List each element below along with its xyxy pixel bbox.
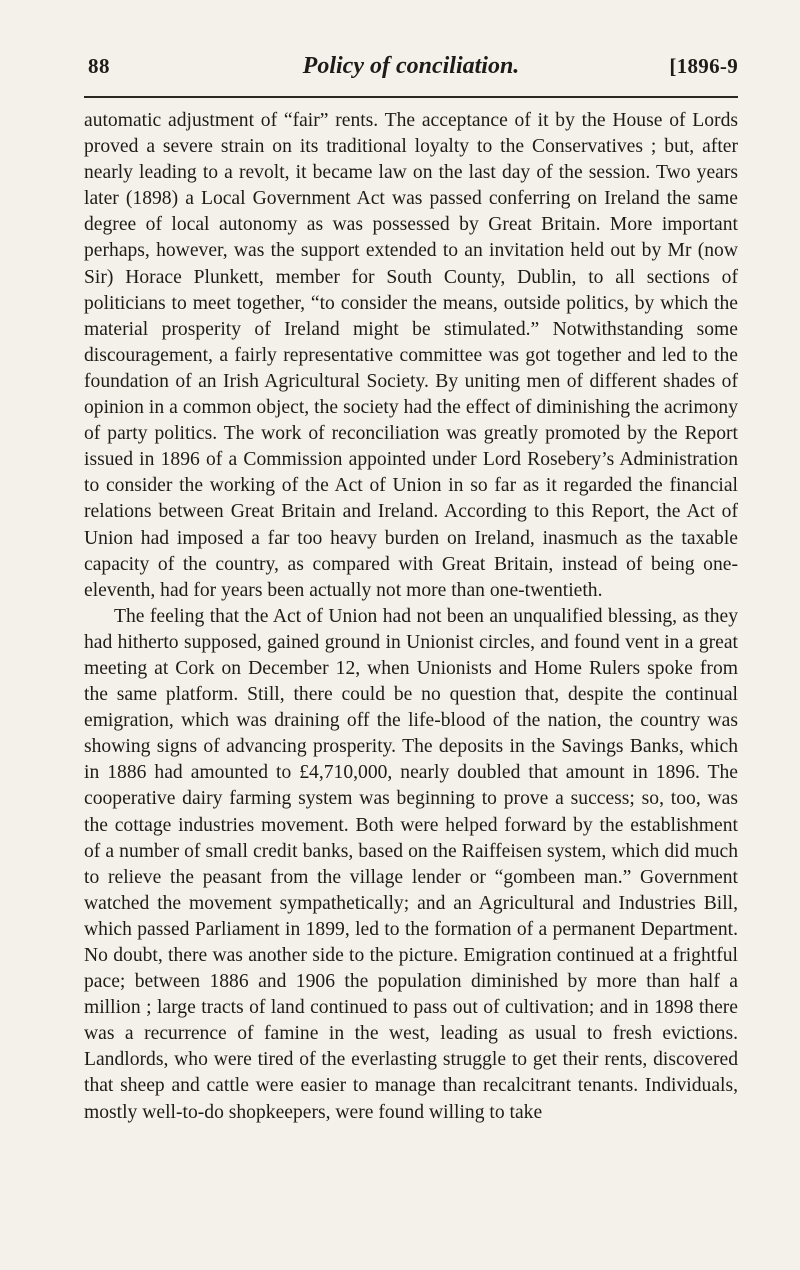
year-range: [1896-9	[669, 54, 738, 78]
paragraph: The feeling that the Act of Union had not been an unqualified blessing, as they had hitherto supposed, gained ground in Unionist circles, and found vent in a great meeting at Cork on December 12, when Unionists and Home Rulers spoke from the same platform. Still, there could be no question that, despite the continual emigration, which was draining off the life-blood of the nation, the country was showing signs of advancing prosperity. The deposits in the Savings Banks, which in 1886 had amounted to £4,710,000, nearly doubled that amount in 1896. The cooperative dairy farming system was beginning to prove a success; so, too, was the cottage industries movement. Both were helped forward by the establishment of a number of small credit banks, based on the Raiffeisen system, which did much to relieve the peasant from the village lender or “gombeen man.” Government watched the movement sympathetically; and an Agricultural and Industries Bill, which passed Parliament in 1899, led to the formation of a permanent Department. No doubt, there was another side to the picture. Emigration continued at a frightful pace; between 1886 and 1906 the population diminished by more than half a million ; large tracts of land continued to pass out of cultivation; and in 1898 there was a recurrence of famine in the west, leading as usual to fresh evictions. Landlords, who were tired of the everlasting struggle to get their rents, discovered that sheep and cattle were easier to manage than recalcitrant tenants. Individuals, mostly well-to-do shopkeepers, were found willing to take	[84, 605, 738, 1123]
paragraph: automatic adjustment of “fair” rents. The acceptance of it by the House of Lords proved a severe strain on its traditional loyalty to the Conservatives ; but, after nearly leading to a revolt, it became law on the last day of the session. Two years later (1898) a Local Government Act was passed conferring on Ireland the same degree of local autonomy as was possessed by Great Britain. More important perhaps, however, was the support extended to an invitation held out by Mr (now Sir) Horace Plunkett, member for South County, Dublin, to all sections of politicians to meet together, “to consider the means, outside politics, by which the material prosperity of Ireland might be stimulated.” Notwithstanding some discouragement, a fairly representative committee was got together and led to the foundation of an Irish Agricultural Society. By uniting men of different shades of opinion in a common object, the society had the effect of diminishing the acrimony of party politics. The work of reconciliation was greatly promoted by the Report issued in 1896 of a Commission appointed under Lord Rosebery’s Administration to consider the working of the Act of Union in so far as it regarded the financial relations between Great Britain and Ireland. According to this Report, the Act of Union had imposed a far too heavy burden on Ireland, inasmuch as the taxable capacity of the country, as compared with Great Britain, instead of being one-eleventh, had for years been actually not more than one-twentieth.	[84, 110, 738, 601]
header-rule	[84, 96, 738, 98]
page-number: 88	[88, 54, 110, 78]
running-title: Policy of conciliation.	[302, 53, 520, 79]
body-text	[84, 108, 738, 1126]
page-header	[84, 54, 738, 90]
